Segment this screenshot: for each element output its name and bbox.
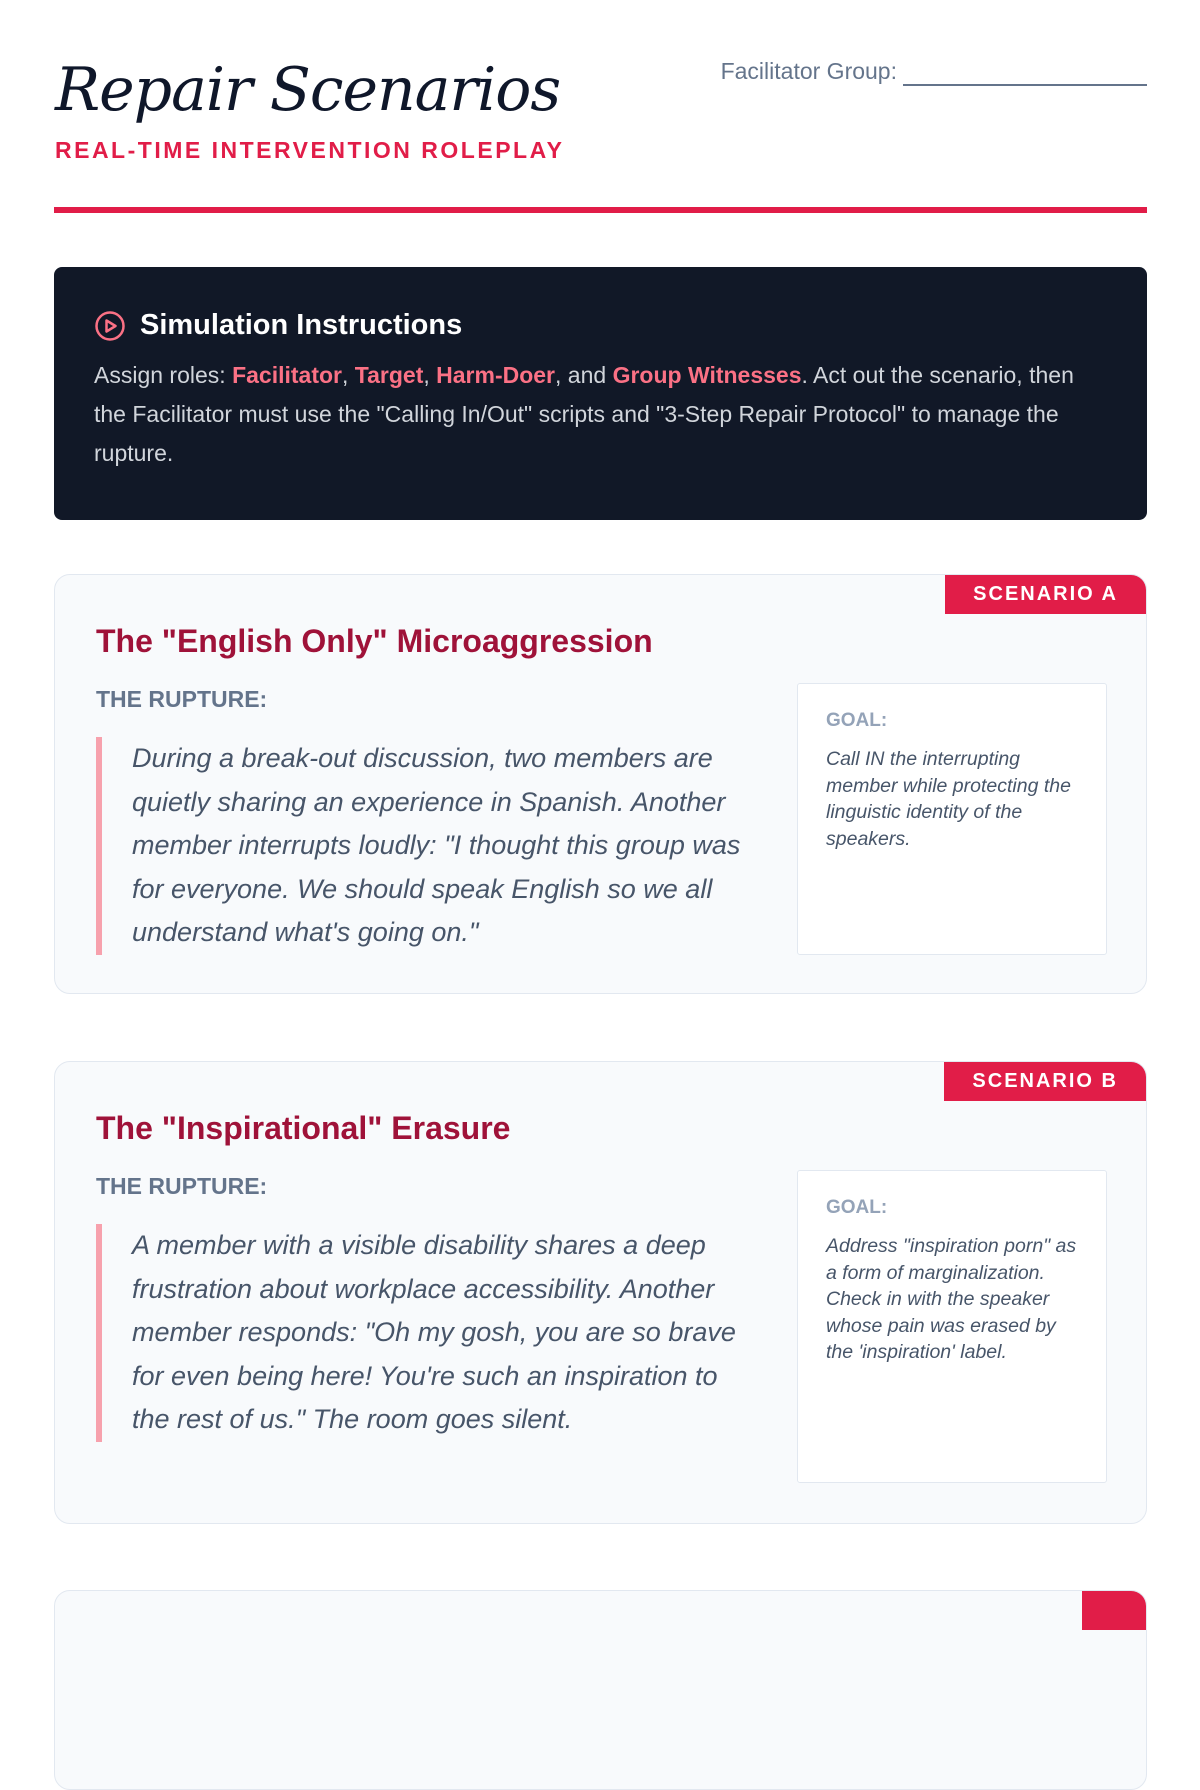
goal-text: Address "inspiration porn" as a form of marginalization. Check in with the speaker whose pain was erased by the 'inspiration' label. [826,1235,1077,1363]
page-title: Repair Scenarios [55,55,561,125]
scenario-title: The "Inspirational" Erasure [96,1110,511,1146]
scenario-tag: SCENARIO B [944,1062,1146,1101]
scenario-title: The "English Only" Microaggression [96,623,653,659]
instructions-title: Simulation Instructions [140,309,463,341]
facilitator-group-label: Facilitator Group: [720,58,897,84]
scenario-card-a [54,574,1147,994]
goal-box [797,683,1107,955]
separator: , and [555,362,613,388]
simulation-instructions-panel [54,267,1147,520]
goal-label: GOAL: [826,710,888,731]
goal-box [797,1170,1107,1483]
separator: , [423,362,437,388]
rupture-quote: A member with a visible disability shares a deep frustration about workplace accessibility. Another member responds: "Oh my gosh, you are so brave for even being here! You're such an inspiration to the rest of us." The room goes silent. [96,1224,746,1442]
facilitator-group-blank [903,60,1147,86]
scenario-card-b [54,1061,1147,1524]
instructions-text [94,356,1107,473]
scenario-tag: SCENARIO A [945,575,1146,614]
page-subtitle: REAL-TIME INTERVENTION ROLEPLAY [55,137,565,163]
instructions-header [94,309,1107,342]
scenario-tag [1082,1591,1146,1630]
rupture-quote: During a break-out discussion, two members are quietly sharing an experience in Spanish. Another member interrupts loudly: "I thought this group was for everyone. We should speak English so we all understand what's going on." [96,737,746,955]
rupture-label: THE RUPTURE: [96,686,268,712]
role-group-witnesses: Group Witnesses [612,362,802,388]
play-circle-icon [94,310,126,342]
scenario-card-c [54,1590,1147,1790]
goal-text: Call IN the interrupting member while protecting the linguistic identity of the speakers. [826,748,1071,850]
rupture-label: THE RUPTURE: [96,1173,268,1199]
instructions-prefix: Assign roles: [94,362,233,388]
role-target: Target [354,362,424,388]
role-harm-doer: Harm-Doer [436,362,556,388]
goal-label: GOAL: [826,1197,888,1218]
header-divider [54,207,1147,213]
instructions-suffix: . Act out the scenario, then the Facilitator must use the "Calling In/Out" scripts and "3-Step Repair Protocol" to manage the rupture. [94,362,1074,466]
role-facilitator: Facilitator [232,362,342,388]
separator: , [341,362,355,388]
facilitator-group-field [721,56,1147,86]
